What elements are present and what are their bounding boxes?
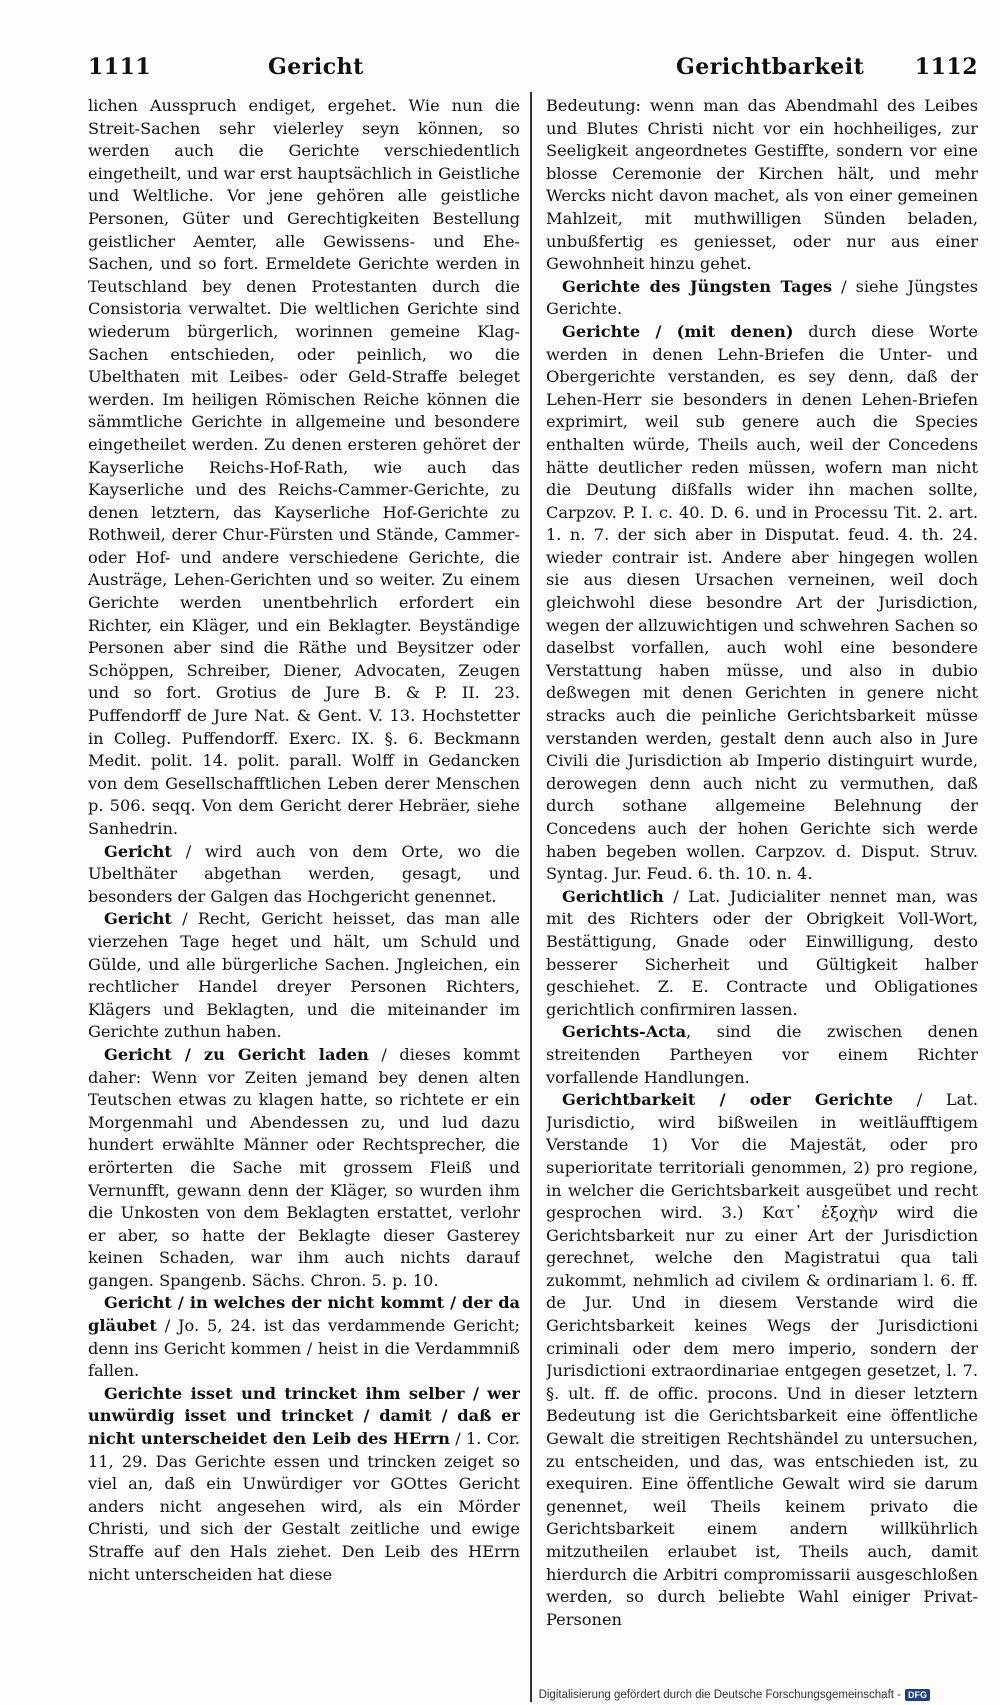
- entry: [88, 1383, 520, 1586]
- entry-text: / 1. Cor. 11, 29. Das Gerichte essen und trincken zeiget so viel an, daß ein Unwürdiger vor GOttes Gericht anders nicht angesehen wird, als ein Mörder Christi, und sich der Gestalt zeitliche und ewige Straffe auf den Hals ziehet. Den Leib des HErrn nicht unterscheiden hat diese: [88, 1429, 520, 1584]
- page-header: [88, 52, 978, 86]
- running-title-left: Gericht: [268, 54, 364, 80]
- entry-lemma: Gerichte / (mit denen): [562, 321, 794, 341]
- paragraph: lichen Ausspruch endiget, ergehet. Wie nun die Streit-Sachen sehr vielerley seyn können, so werden auch die Gerichte verschiedentlich eingetheilt, und war erst hauptsächlich in Geistliche und Weltliche. Vor jene gehören alle geistliche Personen, Güter und Gerechtigkeiten Bestellung geistlicher Aemter, alle Gewissens- und Ehe-Sachen, und so fort. Ermeldete Gerichte werden in Teutschland bey denen Protestanten durch die Consistoria verwaltet. Die weltlichen Gerichte sind wiederum bürgerlich, worinnen gemeine Klag-Sachen entschieden, oder peinlich, wo die Ubelthaten mit Leibes- oder Geld-Straffe beleget werden. Im heiligen Römischen Reiche können die sämmtliche Gerichte in allgemeine und besondere eingetheilet werden. Zu denen ersteren gehöret der Kayserliche Reichs-Hof-Rath, wie auch das Kayserliche und des Reichs-Cammer-Gerichte, zu denen letztern, das Kayserliche Hof-Gerichte zu Rothweil, derer Chur-Fürsten und Stände, Cammer- oder Hof- und andere verschiedene Gerichte, die Austräge, Lehen-Gerichten und so weiter. Zu einem Gerichte werden unentbehrlich erfordert ein Richter, ein Kläger, und ein Beklagter. Beyständige Personen aber sind die Räthe und Beysitzer oder Schöppen, Schreiber, Diener, Advocaten, Zeugen und so fort. Grotius de Jure B. & P. II. 23. Puffendorff de Jure Nat. & Gent. V. 13. Hochstetter in Colleg. Puffendorff. Exerc. IX. §. 6. Beckmann Medit. polit. 14. polit. parall. Wolff in Gedancken von dem Gesellschafftlichen Leben derer Menschen p. 506. seqq. Von dem Gericht derer Hebräer, siehe Sanhedrin.: [88, 96, 520, 838]
- digitization-credit: [539, 1689, 930, 1701]
- entry: [88, 1292, 520, 1382]
- entry-lemma: Gerichte des Jüngsten Tages: [562, 276, 833, 296]
- entry: [88, 908, 520, 1044]
- column-divider: [530, 92, 532, 1702]
- right-column: [546, 95, 978, 1665]
- entry-lemma: Gerichte isset und trincket ihm selber / wer unwürdig isset und trincket / damit / daß er nicht unterscheidet den Leib des HErrn: [88, 1383, 520, 1449]
- entry-lemma: Gericht / in welches der nicht kommt / der da gläubet: [88, 1293, 520, 1336]
- entry-lemma: Gerichts-Acta: [562, 1022, 687, 1042]
- entry: [546, 321, 978, 886]
- entry-text: , sind die zwischen denen streitenden Partheyen vor einem Richter vorfallende Handlungen.: [546, 1022, 978, 1087]
- entry-lemma: Gerichtbarkeit / oder Gerichte: [562, 1090, 894, 1110]
- entry-text: / dieses kommt daher: Wenn vor Zeiten jemand bey denen alten Teutschen etwas zu klagen hatte, so richtete er ein Morgenmahl und Abendessen zu, und lud dazu hundert erwählte Männer oder Rechtsprecher, die erörterten die Sache mit grossem Fleiß und Vernunfft, gewann denn der Kläger, so wurden ihm die Unkosten von dem Beklagten erstattet, verlohr er aber, so hatte der Beklagte dieser Gasterey keinen Schaden, war ihm auch nichts darauf gangen. Spangenb. Sächs. Chron. 5. p. 10.: [88, 1044, 520, 1290]
- entry-text: / siehe Jüngstes Gerichte.: [546, 276, 978, 319]
- entry-lemma: Gericht / zu Gericht laden: [104, 1044, 369, 1064]
- entry: [546, 1021, 978, 1089]
- entry-text: / Recht, Gericht heisset, das man alle vierzehen Tage heget und hält, um Schuld und Gülde, und alle bürgerliche Sachen. Jngleichen, ein rechtlicher Handel dreyer Personen Richters, Klägers und Beklagten, und die miteinander im Gerichte zuthun haben.: [88, 909, 520, 1042]
- entry: [88, 841, 520, 909]
- entry-text: / Lat. Judicialiter nennet man, was mit des Richters oder der Obrigkeit Voll-Wort, Bestättigung, Gnade oder Einwilligung, desto besserer Sicherheit und Gültigkeit halber geschiehet. Z. E. Contracte und Obligationes gerichtlich confirmiren lassen.: [546, 886, 978, 1019]
- entry: [546, 1089, 978, 1631]
- entry-text: / Lat. Jurisdictio, wird bißweilen in weitläufftigem Verstande 1) Vor die Majestät, oder pro superioritate territoriali genommen, 2) pro regione, in welcher die Gerichtsbarkeit ausgeübet und recht gesprochen wird. 3.) Κατ᾽ ἐξοχὴν wird die Gerichtsbarkeit nur zu einer Art der Jurisdiction gerechnet, welche den Magistratui qua tali zukommt, nehmlich ad civilem & ordinariam l. 6. ff. de Jur. Und in diesem Verstande wird die Gerichtsbarkeit keines Wegs der Jurisdictioni criminali oder dem mero imperio, sondern der Jurisdictioni extraordinariae entgegen gesetzet, l. 7. §. ult. ff. de offic. procons. Und in dieser letztern Bedeutung ist die Gerichtsbarkeit eine öffentliche Gewalt die streitigen Rechtshändel zu untersuchen, zu entscheiden, und das, was entschieden ist, zu exequiren. Eine öffentliche Gewalt wird sie darum genennet, weil Theils keinem privato die Gerichtsbarkeit einem andern willkührlich mitzutheilen erlaubet ist, Theils auch, damit hierdurch die Arbitri compromissarii ausgeschloßen werden, so durch beliebte Wahl einiger Privat-Personen: [546, 1090, 978, 1629]
- entry-lemma: Gericht: [104, 909, 172, 929]
- left-column: [88, 95, 520, 1665]
- page-number-right: 1112: [914, 54, 978, 80]
- entry: [546, 276, 978, 321]
- entry-text: / Jo. 5, 24. ist das verdammende Gericht; denn ins Gericht kommen / heist in die Verdammniß fallen.: [88, 1316, 520, 1381]
- entry-lemma: Gerichtlich: [562, 886, 664, 906]
- running-title-right: Gerichtbarkeit: [676, 54, 865, 80]
- page-number-left: 1111: [88, 54, 152, 80]
- entry-lemma: Gericht: [104, 841, 172, 861]
- paragraph: Bedeutung: wenn man das Abendmahl des Leibes und Blutes Christi nicht vor ein hochheiliges, zur Seeligkeit angeordnetes Gestiffte, sondern vor eine blosse Ceremonie der Kirchen hält, und mehr Wercks nicht davon machet, als von einer gemeinen Mahlzeit, mit muthwilligen Sünden beladen, unbußfertig es geniesset, oder nur aus einer Gewohnheit hinzu gehet.: [546, 96, 978, 274]
- entry-text: / wird auch von dem Orte, wo die Ubelthäter abgethan werden, gesagt, und besonders der Galgen das Hochgericht genennet.: [88, 841, 520, 906]
- dfg-logo: DFG: [905, 1689, 930, 1701]
- credit-text: Digitalisierung gefördert durch die Deutsche Forschungsgemeinschaft -: [538, 1689, 901, 1701]
- entry-text: durch diese Worte werden in denen Lehn-Briefen die Unter- und Obergerichte verstanden, es sey denn, daß der Lehen-Herr sie besonders in denen Lehen-Briefen exprimirt, weil sub genere auch die Species enthalten würde, Theils auch, weil der Concedens hätte deutlicher reden müssen, wofern man nicht die Deutung dißfalls wider ihn machen sollte, Carpzov. P. I. c. 40. D. 6. und in Processu Tit. 2. art. 1. n. 7. der sich aber in Disputat. feud. 4. th. 24. wieder contrair ist. Andere aber hingegen wollen sie aus diesen Ursachen verneinen, weil doch gleichwohl diese besondre Art der Jurisdiction, wegen der allzuwichtigen und schwehren Sachen so daselbst vorfallen, auch wohl eine besondere Verstattung haben müsse, und also in dubio deßwegen mit denen Gerichten in genere nicht stracks auch die peinliche Gerichtsbarkeit müsse verstanden werden, gestalt denn auch also in Jure Civili die Jurisdiction ab Imperio distinguirt wurde, derowegen denn auch nicht zu vermuthen, daß durch sothane allgemeine Belehnung der Concedens auch der hohen Gerichte sich werde haben begeben wollen. Carpzov. d. Disput. Struv. Syntag. Jur. Feud. 6. th. 10. n. 4.: [546, 321, 978, 884]
- entry: [546, 886, 978, 1022]
- entry: [88, 1044, 520, 1293]
